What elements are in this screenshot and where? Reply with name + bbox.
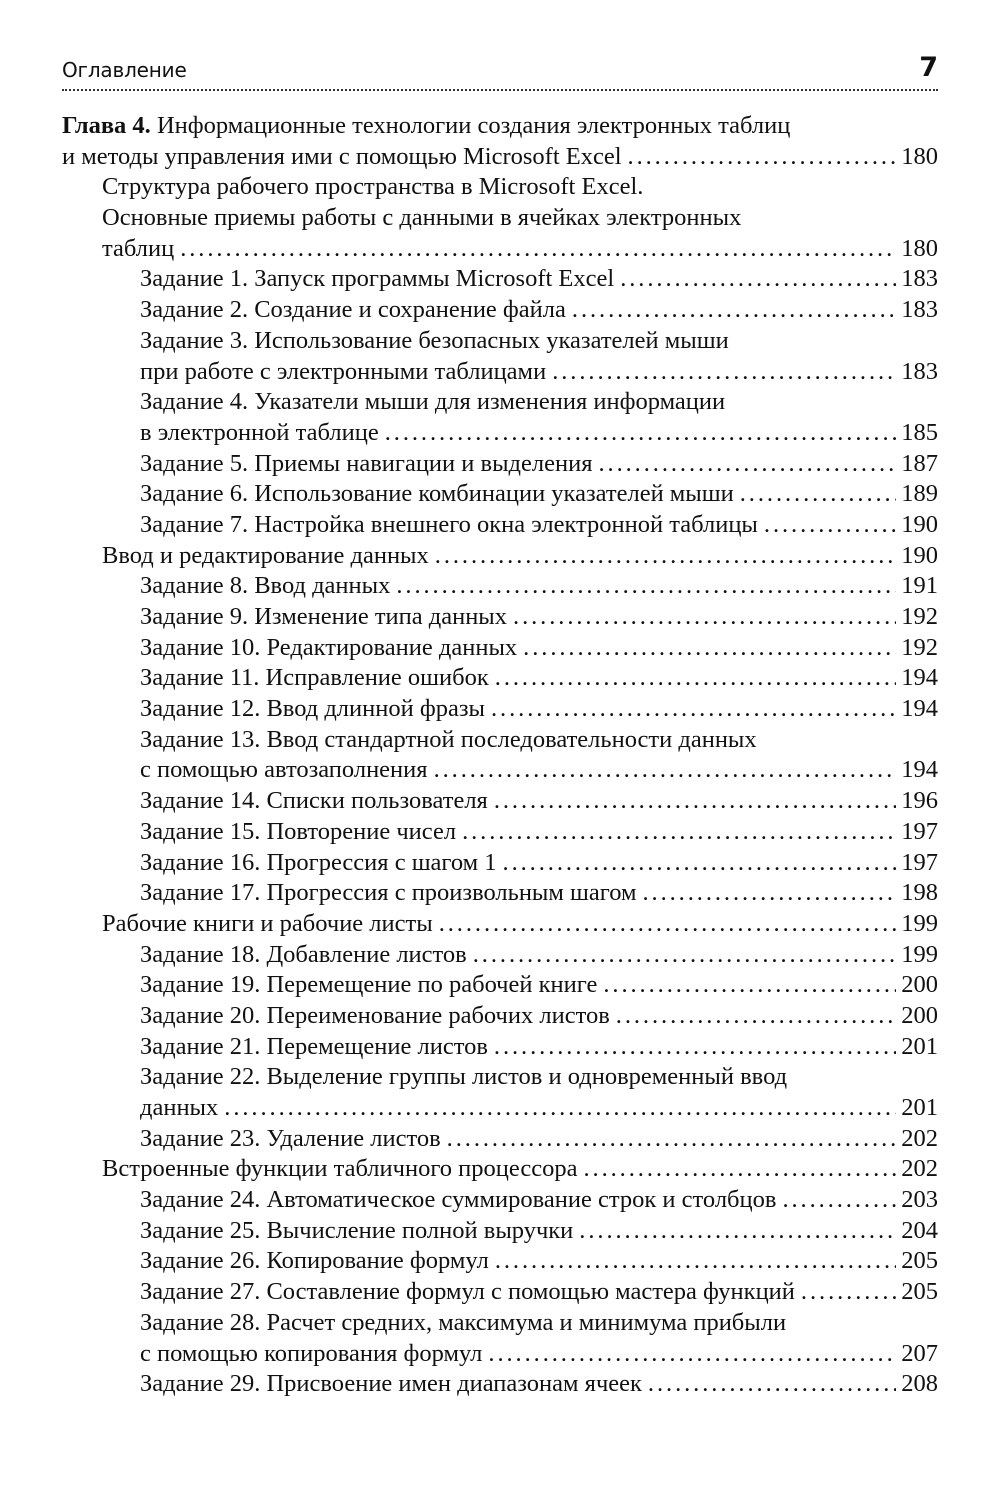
page-ref: 194	[901, 756, 938, 784]
toc-task-entry	[62, 510, 938, 541]
entry-title-line: Задание 2. Создание и сохранение файла	[140, 296, 566, 324]
page-ref: 207	[901, 1339, 938, 1367]
entry-title-line: Задание 8. Ввод данных	[140, 572, 391, 600]
dot-leader	[494, 786, 896, 817]
dot-leader	[495, 663, 896, 694]
toc-task-entry	[62, 848, 938, 879]
dot-leader	[579, 1216, 896, 1247]
table-of-contents	[62, 111, 938, 1400]
toc-task-entry	[62, 479, 938, 510]
page-ref: 197	[901, 848, 938, 876]
page-ref: 202	[901, 1124, 938, 1152]
dot-leader	[491, 694, 896, 725]
entry-title-line: Задание 24. Автоматическое суммирование строк и столбцов	[140, 1186, 777, 1214]
dot-leader	[764, 510, 896, 541]
toc-section-entry	[62, 1154, 938, 1185]
entry-title-line: Задание 15. Повторение чисел	[140, 817, 457, 845]
dot-leader	[494, 1032, 896, 1063]
toc-task-entry	[62, 725, 938, 786]
page-ref: 204	[901, 1216, 938, 1244]
page-ref: 196	[901, 787, 938, 815]
dot-leader	[503, 848, 897, 879]
toc-section-entry	[62, 909, 938, 940]
page-ref: 192	[901, 603, 938, 630]
toc-task-entry	[62, 1277, 938, 1308]
page-ref: 198	[901, 879, 938, 907]
entry-title-line: с помощью автозаполнения	[140, 756, 428, 784]
toc-task-entry	[62, 326, 938, 387]
page-ref: 200	[901, 1001, 938, 1029]
entry-title-line: Задание 18. Добавление листов	[140, 940, 467, 968]
toc-section-entry	[62, 541, 938, 572]
entry-title-line: таблиц	[102, 234, 175, 262]
toc-page	[62, 0, 938, 1398]
dot-leader	[801, 1277, 896, 1308]
entry-title-line: Основные приемы работы с данными в ячейках электронных	[102, 204, 742, 232]
entry-title-line: Задание 13. Ввод стандартной последовательности данных	[140, 725, 757, 753]
entry-title-line: Задание 26. Копирование формул	[140, 1247, 489, 1275]
page-ref: 201	[901, 1032, 938, 1060]
entry-title-line: Рабочие книги и рабочие листы	[102, 909, 433, 937]
toc-task-entry	[62, 295, 938, 326]
page-ref: 192	[901, 633, 938, 661]
dot-leader	[473, 940, 897, 971]
toc-task-entry	[62, 663, 938, 694]
toc-task-entry	[62, 970, 938, 1001]
entry-title-line: данных	[140, 1094, 219, 1121]
dot-leader	[447, 1124, 897, 1155]
dot-leader	[628, 142, 897, 173]
dot-leader	[495, 1246, 896, 1277]
toc-task-entry	[62, 786, 938, 817]
toc-task-entry	[62, 1001, 938, 1032]
page-ref: 203	[901, 1186, 938, 1214]
chapter-label: Глава 4.	[62, 112, 151, 139]
dot-leader	[583, 1154, 896, 1185]
toc-task-entry	[62, 571, 938, 602]
toc-task-entry	[62, 1032, 938, 1063]
header-divider	[62, 89, 938, 91]
toc-task-entry	[62, 940, 938, 971]
entry-title-line: Задание 16. Прогрессия с шагом 1	[140, 848, 497, 876]
entry-title-line: Задание 23. Удаление листов	[140, 1124, 441, 1152]
entry-title-line: Задание 12. Ввод длинной фразы	[140, 695, 485, 723]
page-ref: 200	[901, 971, 938, 999]
toc-task-entry	[62, 1185, 938, 1216]
toc-task-entry	[62, 1246, 938, 1277]
toc-task-entry	[62, 602, 938, 633]
entry-title-line: Задание 11. Исправление ошибок	[140, 664, 489, 692]
page-ref: 183	[901, 265, 938, 293]
toc-task-entry	[62, 878, 938, 909]
toc-task-entry	[62, 449, 938, 480]
dot-leader	[385, 418, 897, 449]
page-ref: 202	[901, 1155, 938, 1183]
entry-title-line: с помощью копирования формул	[140, 1339, 483, 1367]
page-ref: 199	[901, 909, 938, 937]
toc-chapter-entry	[62, 111, 938, 172]
chapter-title-line: и методы управления ими с помощью Microsoft Excel	[62, 142, 622, 170]
page-ref: 187	[901, 449, 938, 477]
dot-leader	[782, 1185, 896, 1216]
dot-leader	[488, 1339, 896, 1370]
dot-leader	[740, 479, 897, 510]
page-ref: 199	[901, 940, 938, 968]
page-ref: 194	[901, 695, 938, 723]
chapter-title-line: Информационные технологии создания электронных таблиц	[156, 112, 791, 139]
page-number: 7	[919, 52, 938, 83]
toc-task-entry	[62, 1216, 938, 1247]
dot-leader	[439, 909, 897, 940]
dot-leader	[435, 541, 896, 572]
toc-task-entry	[62, 387, 938, 448]
page-ref: 194	[901, 664, 938, 692]
dot-leader	[180, 234, 896, 265]
entry-title-line: Задание 4. Указатели мыши для изменения информации	[140, 388, 726, 416]
dot-leader	[620, 264, 896, 295]
page-ref: 190	[901, 541, 938, 569]
page-ref: 190	[901, 510, 938, 538]
page-ref: 189	[901, 480, 938, 508]
page-ref: 183	[901, 296, 938, 324]
dot-leader	[616, 1001, 896, 1032]
page-ref: 205	[901, 1278, 938, 1306]
entry-title-line: Задание 25. Вычисление полной выручки	[140, 1216, 574, 1244]
entry-title-line: Встроенные функции табличного процессора	[102, 1155, 578, 1183]
entry-title-line: в электронной таблице	[140, 418, 379, 446]
page-ref: 208	[901, 1370, 938, 1398]
dot-leader	[648, 1369, 896, 1400]
dot-leader	[523, 633, 896, 664]
dot-leader	[603, 970, 896, 1001]
toc-task-entry	[62, 633, 938, 664]
toc-task-entry	[62, 1062, 938, 1123]
toc-task-entry	[62, 1308, 938, 1369]
toc-task-entry	[62, 817, 938, 848]
page-ref: 197	[901, 817, 938, 845]
toc-task-entry	[62, 1124, 938, 1155]
entry-title-line: Задание 27. Составление формул с помощью мастера функций	[140, 1278, 795, 1306]
entry-title-line: Ввод и редактирование данных	[102, 541, 429, 569]
entry-title-line: Задание 3. Использование безопасных указателей мыши	[140, 326, 729, 354]
dot-leader	[642, 878, 896, 909]
dot-leader	[434, 755, 897, 786]
dot-leader	[396, 571, 896, 602]
dot-leader	[552, 357, 896, 388]
page-ref: 201	[901, 1094, 938, 1121]
entry-title-line: Задание 1. Запуск программы Microsoft Excel	[140, 265, 615, 293]
page-ref: 180	[901, 142, 938, 170]
dot-leader	[462, 817, 896, 848]
page-ref: 183	[901, 357, 938, 385]
entry-title-line: Задание 29. Присвоение имен диапазонам ячеек	[140, 1370, 642, 1398]
running-header	[62, 0, 938, 92]
entry-title-line: Задание 19. Перемещение по рабочей книге	[140, 971, 598, 999]
page-ref: 180	[901, 234, 938, 262]
toc-section-entry	[62, 172, 938, 264]
entry-title-line: Задание 17. Прогрессия с произвольным шагом	[140, 879, 637, 907]
toc-task-entry	[62, 694, 938, 725]
entry-title-line: Задание 20. Переименование рабочих листов	[140, 1001, 610, 1029]
entry-title-line: Задание 5. Приемы навигации и выделения	[140, 449, 593, 477]
entry-title-line: Структура рабочего пространства в Microsoft Excel.	[102, 173, 644, 201]
entry-title-line: Задание 6. Использование комбинации указателей мыши	[140, 480, 734, 508]
page-ref: 191	[901, 572, 938, 600]
page-ref: 185	[901, 418, 938, 446]
dot-leader	[572, 295, 896, 326]
running-title: Оглавление	[62, 58, 187, 82]
entry-title-line: Задание 9. Изменение типа данных	[140, 603, 508, 630]
entry-title-line: Задание 21. Перемещение листов	[140, 1032, 488, 1060]
entry-title-line: при работе с электронными таблицами	[140, 357, 547, 385]
toc-task-entry	[62, 1369, 938, 1400]
toc-task-entry	[62, 264, 938, 295]
dot-leader	[513, 602, 896, 633]
entry-title-line: Задание 14. Списки пользователя	[140, 787, 488, 815]
entry-title-line: Задание 22. Выделение группы листов и одновременный ввод	[140, 1063, 788, 1091]
entry-title-line: Задание 10. Редактирование данных	[140, 633, 518, 661]
dot-leader	[598, 449, 896, 480]
page-ref: 205	[901, 1247, 938, 1275]
entry-title-line: Задание 28. Расчет средних, максимума и минимума прибыли	[140, 1308, 787, 1336]
dot-leader	[224, 1093, 896, 1124]
entry-title-line: Задание 7. Настройка внешнего окна электронной таблицы	[140, 510, 758, 538]
